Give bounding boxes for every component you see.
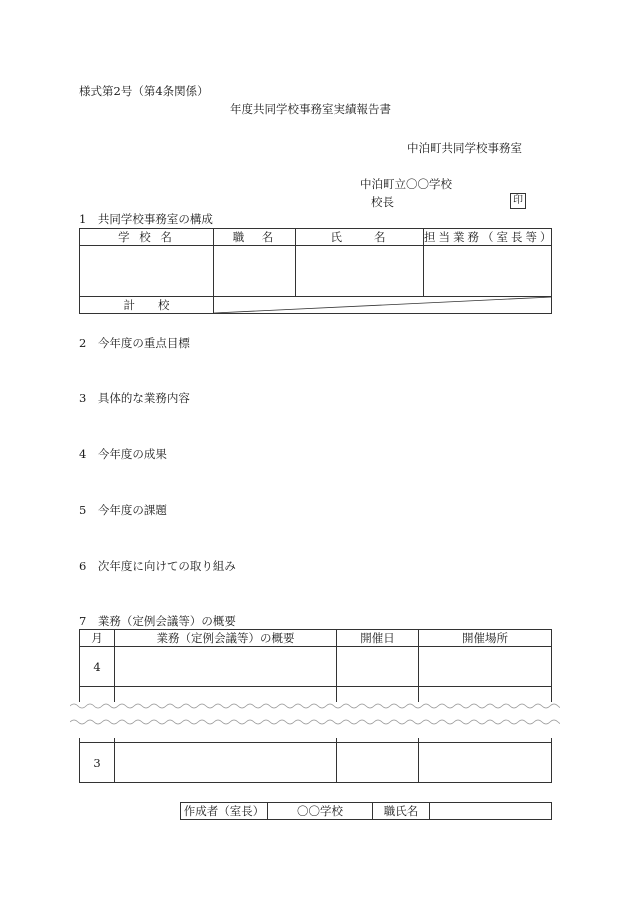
wave-lines [70,702,560,738]
section-heading: 3 具体的な業務内容 [79,391,190,405]
name-cell [296,246,424,297]
author-school: 〇〇学校 [268,803,373,820]
total-label: 計 校 [80,297,214,314]
column-header: 開催日 [337,630,419,647]
section-1-heading: 1 共同学校事務室の構成 [79,212,213,226]
position-name-cell [430,803,552,820]
section-7-heading: 7 業務（定例会議等）の概要 [79,614,236,628]
author-label: 作成者（室長） [181,803,268,820]
composition-table [79,228,555,314]
section-heading: 5 今年度の課題 [79,503,167,517]
total-cell [214,297,552,314]
column-header: 業務（定例会議等）の概要 [115,630,337,647]
duty-cell [424,246,552,297]
omission-break [70,702,560,738]
column-header: 担当業務（室長等） [424,230,555,244]
column-header: 月 [80,630,115,647]
author-table [180,802,552,820]
form-id: 様式第2号（第4条関係） [79,84,209,98]
position-cell [214,246,296,297]
office-name: 中泊町共同学校事務室 [407,141,522,155]
section-heading: 6 次年度に向けての取り組み [79,559,236,573]
month-cell: 3 [80,743,115,783]
school-name-cell [80,246,214,297]
column-header: 学 校 名 [80,229,214,246]
principal-label: 校長 [371,195,394,209]
document-title: 年度共同学校事務室実績報告書 [230,102,391,116]
seal-mark: 印 [510,193,526,209]
column-header: 開催場所 [419,630,552,647]
section-heading: 4 今年度の成果 [79,447,167,461]
school-name: 中泊町立〇〇学校 [360,177,452,191]
position-label: 職氏名 [373,803,430,820]
section-heading: 2 今年度の重点目標 [79,336,190,350]
column-header: 氏 名 [296,229,424,246]
diagonal-line [214,297,552,314]
column-header: 職 名 [214,229,296,246]
month-cell: 4 [80,647,115,687]
